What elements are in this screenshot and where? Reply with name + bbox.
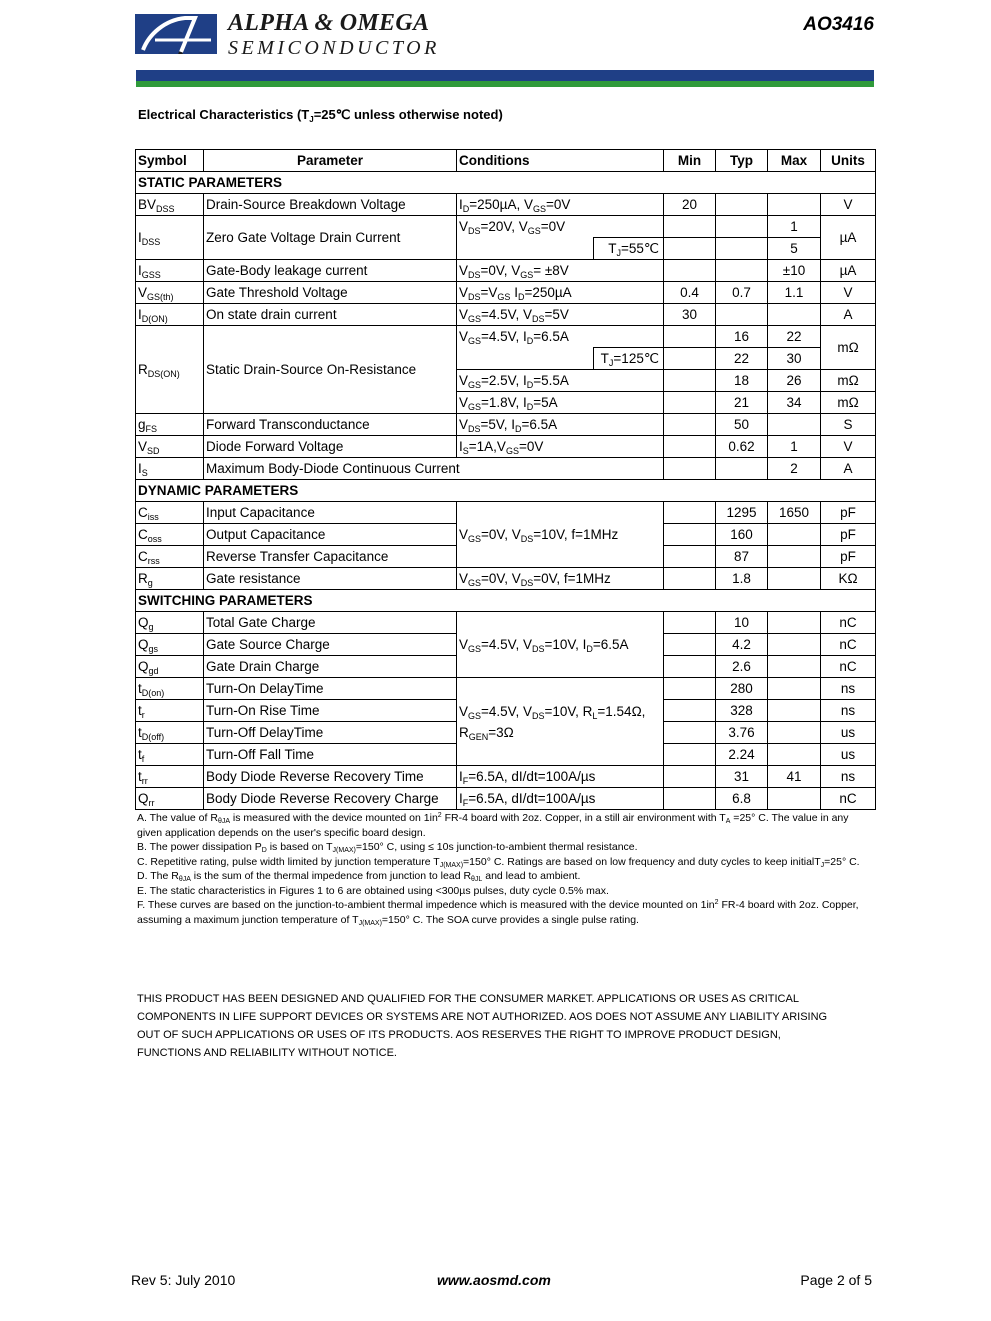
header-units: Units [821,150,876,172]
table-cell [768,700,821,722]
table-cell: Drain-Source Breakdown Voltage [204,194,457,216]
table-row [136,678,876,700]
table-cell [664,260,716,282]
table-cell: $V_{GS}=2.5V$, $I_D=5.5A$ [457,370,664,392]
table-cell: $V_{GS}=4.5V$, $I_D=6.5A$ [457,326,664,348]
table-cell: $V_{DS}=0V$, $V_{GS}= \pm 8V$ [457,260,664,282]
note-a: A. The value of $R_{\theta JA}$ is measured with the device mounted on $1in^2$ FR-4 board with 2oz. Copper, in a still air environment with $T_A =25^\circ$ C. The value in any given application depends on the user's specific board design. [137,812,849,839]
section-switching: SWITCHING PARAMETERS [136,590,876,612]
table-cell: 31 [716,766,768,788]
table-cell: 22 [716,348,768,370]
table-cell: $V_{GS}=4.5V$, $V_{DS}=5V$ [457,304,664,326]
table-cell: 34 [768,392,821,414]
table-cell: 3.76 [716,722,768,744]
table-cell: $BV_{DSS}$ [136,194,204,216]
header-typ: Typ [716,150,768,172]
table-cell: $I_{GSS}$ [136,260,204,282]
table-cell: 4.2 [716,634,768,656]
table-cell: $V_{DS}=V_{GS}$ $I_D=250\mu A$ [457,282,664,304]
table-row [136,282,876,304]
table-cell [664,546,716,568]
table-cell: 160 [716,524,768,546]
table-row [136,260,876,282]
table-cell: 6.8 [716,788,768,810]
website-link[interactable]: www.aosmd.com [437,1272,551,1288]
table-cell: Turn-Off DelayTime [204,722,457,744]
header-min: Min [664,150,716,172]
table-cell: A [821,458,876,480]
table-cell [664,348,716,370]
table-cell: A [821,304,876,326]
table-row [136,326,876,348]
table-cell: 2.6 [716,656,768,678]
table-cell: $C_{oss}$ [136,524,204,546]
table-cell [664,634,716,656]
table-cell: 1.1 [768,282,821,304]
header-symbol: Symbol [136,150,204,172]
table-cell [768,612,821,634]
table-cell [664,458,716,480]
table-cell: $V_{GS}=1.8V$, $I_D=5A$ [457,392,664,414]
table-cell: Gate Threshold Voltage [204,282,457,304]
table-cell [457,348,594,370]
company-logo [135,14,217,54]
table-cell: $I_{D(ON)}$ [136,304,204,326]
part-number: AO3416 [803,14,874,35]
table-cell: nC [821,612,876,634]
table-cell [716,304,768,326]
section-dynamic: DYNAMIC PARAMETERS [136,480,876,502]
table-cell: 50 [716,414,768,436]
table-cell: Input Capacitance [204,502,457,524]
table-cell: mΩ [821,326,876,370]
table-cell: $R_{DS(ON)}$ [136,326,204,414]
table-cell: 1 [768,216,821,238]
table-cell: 26 [768,370,821,392]
table-cell: Reverse Transfer Capacitance [204,546,457,568]
table-cell: 21 [716,392,768,414]
table-cell: ns [821,678,876,700]
table-cell: $I_S=1A,V_{GS}=0V$ [457,436,664,458]
table-cell: $V_{GS}=0V$, $V_{DS}=10V$, f=1MHz [457,502,664,568]
page-number: Page 2 of 5 [800,1272,872,1288]
table-cell [664,678,716,700]
table-cell: $Q_{gd}$ [136,656,204,678]
table-row [136,502,876,524]
table-cell: 20 [664,194,716,216]
table-cell: Zero Gate Voltage Drain Current [204,216,457,260]
note-f: F. These curves are based on the junction-to-ambient thermal impedence which is measured with the device mounted on $1in^2$ FR-4 board with 2oz. Copper, assuming a maximum junction temperature of $T_{J(MAX)}=150^\circ$ C. The SOA curve provides a single pulse rating. [137,899,859,927]
table-cell [664,216,716,238]
table-cell [768,788,821,810]
table-cell: 10 [716,612,768,634]
table-cell: $g_{FS}$ [136,414,204,436]
table-cell: Maximum Body-Diode Continuous Current [204,458,664,480]
table-cell: Body Diode Reverse Recovery Charge [204,788,457,810]
table-row [136,414,876,436]
table-cell: Output Capacitance [204,524,457,546]
table-cell: nC [821,634,876,656]
table-cell [768,634,821,656]
section-static: STATIC PARAMETERS [136,172,876,194]
table-cell: 0.7 [716,282,768,304]
table-cell: mΩ [821,392,876,414]
table-cell: ±10 [768,260,821,282]
table-cell: V [821,436,876,458]
table-cell: pF [821,502,876,524]
table-cell: 1.8 [716,568,768,590]
table-cell [664,414,716,436]
table-cell: $I_D=250\mu A$, $V_{GS}=0V$ [457,194,664,216]
table-cell: Turn-Off Fall Time [204,744,457,766]
table-cell: $t_r$ [136,700,204,722]
table-cell: 41 [768,766,821,788]
table-cell: ns [821,700,876,722]
table-cell: 0.62 [716,436,768,458]
table-cell: 1650 [768,502,821,524]
table-row [136,788,876,810]
table-cell: 2.24 [716,744,768,766]
table-cell: pF [821,546,876,568]
header-parameter: Parameter [204,150,457,172]
table-cell [716,458,768,480]
table-cell: $I_S$ [136,458,204,480]
table-row [136,304,876,326]
table-cell: $T_J=125℃$ [594,348,664,370]
table-cell: S [821,414,876,436]
header-bar-blue [136,70,874,81]
table-cell [664,326,716,348]
table-cell [768,656,821,678]
table-cell [664,656,716,678]
table-cell [664,502,716,524]
table-cell: $I_F=6.5A$, dI/dt=100A/µs [457,766,664,788]
table-cell: Diode Forward Voltage [204,436,457,458]
header-bar-green [136,81,874,87]
table-cell: Total Gate Charge [204,612,457,634]
table-cell: 328 [716,700,768,722]
table-cell [768,304,821,326]
brand-name: ALPHA & OMEGA [228,10,430,36]
table-cell: 5 [768,238,821,260]
brand-subtitle: SEMICONDUCTOR [228,37,440,59]
table-cell: ns [821,766,876,788]
note-e: E. The static characteristics in Figures 1 to 6 are obtained using <300µs pulses, duty cycle 0.5% max. [137,884,609,897]
table-cell: 1 [768,436,821,458]
table-cell [716,260,768,282]
header-conditions: Conditions [457,150,664,172]
note-d: D. The $R_{\theta JA}$ is the sum of the thermal impedence from junction to lead $R_{\theta JL}$ and lead to ambient. [137,870,581,883]
table-header-row [136,150,876,172]
table-cell: $V_{GS}=4.5V$, $V_{DS}=10V$, $I_D=6.5A$ [457,612,664,678]
table-cell: V [821,194,876,216]
table-cell: us [821,722,876,744]
table-cell: $t_{D(off)}$ [136,722,204,744]
table-cell: $V_{DS}=20V$, $V_{GS}=0V$ [457,216,664,238]
table-cell [664,788,716,810]
table-cell [664,568,716,590]
table-cell: Forward Transconductance [204,414,457,436]
table-cell [768,524,821,546]
table-cell [768,744,821,766]
table-cell: On state drain current [204,304,457,326]
table-cell: KΩ [821,568,876,590]
table-cell: 0.4 [664,282,716,304]
table-cell: 87 [716,546,768,568]
table-cell [664,612,716,634]
table-cell: µA [821,260,876,282]
table-cell: $V_{GS}=0V$, $V_{DS}=0V$, f=1MHz [457,568,664,590]
table-cell: $Q_g$ [136,612,204,634]
table-cell [664,524,716,546]
table-cell: Gate Source Charge [204,634,457,656]
table-cell: $t_{rr}$ [136,766,204,788]
note-c: C. Repetitive rating, pulse width limited by junction temperature $T_{J(MAX)}=150^\circ$ C. Ratings are based on low frequency and duty cycles to keep initialT$_J$=25° C. [137,855,860,869]
table-cell [768,546,821,568]
table-cell: Body Diode Reverse Recovery Time [204,766,457,788]
table-cell [768,678,821,700]
table-row [136,436,876,458]
table-cell: $V_{SD}$ [136,436,204,458]
table-cell: $V_{GS(th)}$ [136,282,204,304]
table-cell [716,194,768,216]
table-cell: V [821,282,876,304]
table-cell [768,194,821,216]
table-cell: 18 [716,370,768,392]
table-cell: Turn-On Rise Time [204,700,457,722]
table-cell: 16 [716,326,768,348]
table-cell [664,766,716,788]
table-cell [457,238,594,260]
table-cell [716,216,768,238]
footnotes [137,811,862,927]
revision-label: Rev 5: July 2010 [131,1272,236,1288]
section-title: Electrical Characteristics ($T_J=25℃$ unless otherwise noted) [138,107,503,124]
table-cell [664,392,716,414]
table-cell: us [821,744,876,766]
header-max: Max [768,150,821,172]
table-row [136,216,876,238]
table-cell [768,414,821,436]
table-cell: $I_{DSS}$ [136,216,204,260]
table-cell: Static Drain-Source On-Resistance [204,326,457,414]
table-cell: $t_f$ [136,744,204,766]
table-row [136,612,876,634]
table-cell [664,238,716,260]
table-cell: pF [821,524,876,546]
table-cell [768,568,821,590]
table-cell: $C_{rss}$ [136,546,204,568]
table-cell: $R_g$ [136,568,204,590]
table-cell [664,744,716,766]
table-cell: $t_{D(on)}$ [136,678,204,700]
table-cell: $Q_{rr}$ [136,788,204,810]
table-cell: $V_{DS}=5V$, $I_D=6.5A$ [457,414,664,436]
table-cell: $Q_{gs}$ [136,634,204,656]
table-cell: $T_J=55℃$ [594,238,664,260]
table-cell [664,700,716,722]
table-cell [768,722,821,744]
electrical-characteristics-table [135,149,876,810]
table-cell: 22 [768,326,821,348]
table-cell: 280 [716,678,768,700]
table-cell: $V_{GS}=4.5V$, $V_{DS}=10V$, $R_L=1.54\Omega$, $R_{GEN}=3\Omega$ [457,678,664,766]
table-cell [664,370,716,392]
table-cell: 2 [768,458,821,480]
table-cell: Gate Drain Charge [204,656,457,678]
table-cell: 30 [664,304,716,326]
note-b: B. The power dissipation $P_D$ is based on $T_{J(MAX)}=150^\circ$ C, using ≤ 10s junction-to-ambient thermal resistance. [137,841,638,854]
table-cell: nC [821,788,876,810]
table-cell [664,722,716,744]
table-cell: Gate-Body leakage current [204,260,457,282]
table-cell [664,436,716,458]
disclaimer: THIS PRODUCT HAS BEEN DESIGNED AND QUALIFIED FOR THE CONSUMER MARKET. APPLICATIONS OR USES AS CRITICAL COMPONENTS IN LIFE SUPPORT DEVICES OR SYSTEMS ARE NOT AUTHORIZED. AOS DOES NOT ASSUME ANY LIABILITY ARISING OUT OF SUCH APPLICATIONS OR USES OF ITS PRODUCTS. AOS RESERVES THE RIGHT TO IMPROVE PRODUCT DESIGN, FUNCTIONS AND RELIABILITY WITHOUT NOTICE. [137,993,828,1059]
table-cell: nC [821,656,876,678]
table-cell: $C_{iss}$ [136,502,204,524]
table-cell: 1295 [716,502,768,524]
table-cell: mΩ [821,370,876,392]
table-row [136,568,876,590]
table-row [136,458,876,480]
table-cell: 30 [768,348,821,370]
table-cell: Gate resistance [204,568,457,590]
table-row [136,194,876,216]
table-row [136,766,876,788]
table-cell: $I_F=6.5A$, dI/dt=100A/µs [457,788,664,810]
table-cell: Turn-On DelayTime [204,678,457,700]
table-cell [716,238,768,260]
table-cell: µA [821,216,876,260]
